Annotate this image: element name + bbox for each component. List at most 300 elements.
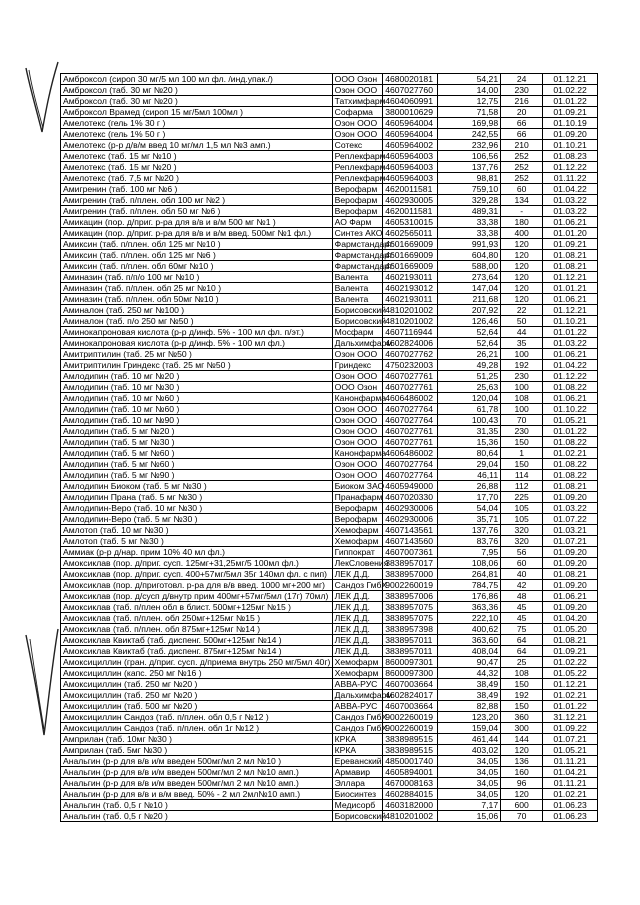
product-name-cell: Амоксиклав (таб. п/плен. обл 875мг+125мг №14 ) xyxy=(61,624,333,635)
table-row xyxy=(61,811,598,822)
product-name-cell: Аммиак (р-р д/нар. прим 10% 40 мл фл.) xyxy=(61,547,333,558)
price-cell: 147,04 xyxy=(437,283,500,294)
price-cell: 52,64 xyxy=(437,327,500,338)
expiry-date-cell: 01.11.21 xyxy=(543,778,598,789)
manufacturer-cell: Канонфарма xyxy=(332,393,383,404)
product-name-cell: Амброксол (таб. 30 мг №20 ) xyxy=(61,85,333,96)
expiry-date-cell: 01.01.22 xyxy=(543,701,598,712)
price-cell: 242,55 xyxy=(437,129,500,140)
product-name-cell: Амигренин (таб. 100 мг №6 ) xyxy=(61,184,333,195)
quantity-cell: 150 xyxy=(501,701,543,712)
product-name-cell: Аминокапроновая кислота (р-р д/инф. 5% - 100 мл фл.) xyxy=(61,338,333,349)
expiry-date-cell: 01.03.22 xyxy=(543,503,598,514)
barcode-cell: 4607003664 xyxy=(383,701,438,712)
expiry-date-cell: 01.09.20 xyxy=(543,492,598,503)
table-row xyxy=(61,294,598,305)
product-name-cell: Аминазин (таб. п/п/о 100 мг №10 ) xyxy=(61,272,333,283)
price-cell: 489,31 xyxy=(437,206,500,217)
product-name-cell: Амброксол (таб. 30 мг №20 ) xyxy=(61,96,333,107)
expiry-date-cell: 01.06.23 xyxy=(543,800,598,811)
quantity-cell: 600 xyxy=(501,800,543,811)
price-cell: 15,06 xyxy=(437,811,500,822)
quantity-cell: 120 xyxy=(501,789,543,800)
manufacturer-cell: Хемофарм xyxy=(332,525,383,536)
product-name-cell: Амигренин (таб. п/плен. обл 50 мг №6 ) xyxy=(61,206,333,217)
price-cell: 51,25 xyxy=(437,371,500,382)
quantity-cell: 114 xyxy=(501,470,543,481)
table-row xyxy=(61,371,598,382)
table-row xyxy=(61,393,598,404)
barcode-cell: 4750232003 xyxy=(383,360,438,371)
barcode-cell: 4607027761 xyxy=(383,371,438,382)
product-name-cell: Анальгин (р-р для в/в и/м введен 500мг/мл 2 мл №10 амп.) xyxy=(61,767,333,778)
quantity-cell: 360 xyxy=(501,712,543,723)
barcode-cell: 4605310015 xyxy=(383,217,438,228)
manufacturer-cell: Сандоз ГмбХ xyxy=(332,723,383,734)
table-row xyxy=(61,591,598,602)
expiry-date-cell: 01.08.23 xyxy=(543,151,598,162)
product-name-cell: Амелотекс (р-р д/в/м введ 10 мг/мл 1,5 мл №3 амп.) xyxy=(61,140,333,151)
table-row xyxy=(61,338,598,349)
table-row xyxy=(61,437,598,448)
manufacturer-cell: Фармстандарт xyxy=(332,250,383,261)
product-name-cell: Амоксиклав (пор. д/сусп д/внутр прим 400мг+57мг/5мл (17г) 70мл) xyxy=(61,591,333,602)
manufacturer-cell: Дальхимфарм xyxy=(332,338,383,349)
barcode-cell: 4607027762 xyxy=(383,349,438,360)
price-cell: 7,95 xyxy=(437,547,500,558)
product-name-cell: Амлодипин (таб. 10 мг №20 ) xyxy=(61,371,333,382)
quantity-cell: 22 xyxy=(501,305,543,316)
manufacturer-cell: Хемофарм xyxy=(332,536,383,547)
expiry-date-cell: 01.03.21 xyxy=(543,525,598,536)
price-cell: 34,05 xyxy=(437,767,500,778)
expiry-date-cell: 01.08.21 xyxy=(543,569,598,580)
price-cell: 26,21 xyxy=(437,349,500,360)
product-name-cell: Амиксин (таб. п/плен. обл 60мг №10 ) xyxy=(61,261,333,272)
product-name-cell: Амиксин (таб. п/плен. обл 125 мг №6 ) xyxy=(61,250,333,261)
table-row xyxy=(61,481,598,492)
barcode-cell: 4810201002 xyxy=(383,316,438,327)
quantity-cell: 40 xyxy=(501,569,543,580)
price-cell: 34,05 xyxy=(437,756,500,767)
manufacturer-cell: Фармстандарт xyxy=(332,239,383,250)
table-row xyxy=(61,624,598,635)
barcode-cell: 9002260019 xyxy=(383,712,438,723)
table-row xyxy=(61,217,598,228)
barcode-cell: 4607027764 xyxy=(383,415,438,426)
barcode-cell: 4602930005 xyxy=(383,195,438,206)
table-row xyxy=(61,701,598,712)
manufacturer-cell: Биоком ЗАО xyxy=(332,481,383,492)
manufacturer-cell: Фармстандарт xyxy=(332,261,383,272)
manufacturer-cell: АВВА-РУС xyxy=(332,679,383,690)
price-cell: 169,98 xyxy=(437,118,500,129)
price-cell: 588,00 xyxy=(437,261,500,272)
manufacturer-cell: Валента xyxy=(332,272,383,283)
manufacturer-cell: Борисовский xyxy=(332,316,383,327)
manufacturer-cell: Борисовский xyxy=(332,305,383,316)
barcode-cell: 4607143560 xyxy=(383,536,438,547)
barcode-cell: 4810201002 xyxy=(383,811,438,822)
quantity-cell: 120 xyxy=(501,283,543,294)
manufacturer-cell: Сандоз ГмбХ xyxy=(332,712,383,723)
manufacturer-cell: Татхимфарм xyxy=(332,96,383,107)
quantity-cell: 75 xyxy=(501,624,543,635)
barcode-cell: 4607027761 xyxy=(383,426,438,437)
product-name-cell: Амелотекс (гель 1% 50 г ) xyxy=(61,129,333,140)
table-row xyxy=(61,459,598,470)
barcode-cell: 4607003664 xyxy=(383,679,438,690)
product-name-cell: Амоксициллин (таб. 250 мг №20 ) xyxy=(61,679,333,690)
manufacturer-cell: ЛЕК Д.Д. xyxy=(332,591,383,602)
table-row xyxy=(61,382,598,393)
expiry-date-cell: 01.10.21 xyxy=(543,140,598,151)
table-row xyxy=(61,558,598,569)
quantity-cell: 180 xyxy=(501,217,543,228)
barcode-cell: 4602824006 xyxy=(383,338,438,349)
barcode-cell: 3800010629 xyxy=(383,107,438,118)
manufacturer-cell: Хемофарм xyxy=(332,657,383,668)
product-name-cell: Амлодипин (таб. 5 мг №20 ) xyxy=(61,426,333,437)
quantity-cell: - xyxy=(501,206,543,217)
expiry-date-cell: 01.06.21 xyxy=(543,294,598,305)
quantity-cell: 105 xyxy=(501,514,543,525)
barcode-cell: 4605894001 xyxy=(383,767,438,778)
quantity-cell: 120 xyxy=(501,261,543,272)
barcode-cell: 4606486002 xyxy=(383,393,438,404)
manufacturer-cell: Медисорб xyxy=(332,800,383,811)
manufacturer-cell: Канонфарма xyxy=(332,448,383,459)
price-cell: 137,76 xyxy=(437,525,500,536)
manufacturer-cell: Озон ООО xyxy=(332,349,383,360)
manufacturer-cell: Дальхимфарм xyxy=(332,690,383,701)
price-cell: 408,04 xyxy=(437,646,500,657)
expiry-date-cell: 01.08.21 xyxy=(543,250,598,261)
expiry-date-cell: 01.04.21 xyxy=(543,767,598,778)
barcode-cell: 4602930006 xyxy=(383,514,438,525)
price-cell: 38,49 xyxy=(437,679,500,690)
expiry-date-cell: 01.02.22 xyxy=(543,657,598,668)
expiry-date-cell: 01.12.21 xyxy=(543,305,598,316)
barcode-cell: 4607020330 xyxy=(383,492,438,503)
product-name-cell: Амоксиклав (таб. п/плен. обл 250мг+125мг №15 ) xyxy=(61,613,333,624)
price-list-body xyxy=(61,74,598,822)
quantity-cell: 120 xyxy=(501,272,543,283)
table-row xyxy=(61,712,598,723)
price-cell: 176,86 xyxy=(437,591,500,602)
product-name-cell: Амлотоп (таб. 5 мг №30 ) xyxy=(61,536,333,547)
price-cell: 363,36 xyxy=(437,602,500,613)
manufacturer-cell: Гиппократ xyxy=(332,547,383,558)
price-cell: 71,58 xyxy=(437,107,500,118)
price-cell: 54,04 xyxy=(437,503,500,514)
manufacturer-cell: Мосфарм xyxy=(332,327,383,338)
manufacturer-cell: Сотекс xyxy=(332,140,383,151)
expiry-date-cell: 01.05.21 xyxy=(543,415,598,426)
price-cell: 403,02 xyxy=(437,745,500,756)
price-cell: 34,05 xyxy=(437,778,500,789)
price-cell: 49,28 xyxy=(437,360,500,371)
barcode-cell: 4620011581 xyxy=(383,184,438,195)
expiry-date-cell: 01.07.21 xyxy=(543,734,598,745)
expiry-date-cell: 01.09.20 xyxy=(543,602,598,613)
product-name-cell: Амлодипин (таб. 5 мг №90 ) xyxy=(61,470,333,481)
table-row xyxy=(61,85,598,96)
barcode-cell: 4604060991 xyxy=(383,96,438,107)
expiry-date-cell: 01.09.20 xyxy=(543,558,598,569)
table-row xyxy=(61,767,598,778)
product-name-cell: Амелотекс (таб. 7,5 мг №20 ) xyxy=(61,173,333,184)
expiry-date-cell: 01.08.22 xyxy=(543,437,598,448)
product-name-cell: Анальгин (р-р для в/в и/м введен 500мг/мл 2 мл №10 ) xyxy=(61,756,333,767)
expiry-date-cell: 01.10.19 xyxy=(543,118,598,129)
table-row xyxy=(61,778,598,789)
price-cell: 100,43 xyxy=(437,415,500,426)
barcode-cell: 9002260019 xyxy=(383,723,438,734)
barcode-cell: 4602193011 xyxy=(383,294,438,305)
manufacturer-cell: Реплекфарм xyxy=(332,162,383,173)
expiry-date-cell: 01.09.22 xyxy=(543,723,598,734)
table-row xyxy=(61,305,598,316)
table-row xyxy=(61,723,598,734)
price-cell: 29,04 xyxy=(437,459,500,470)
quantity-cell: 100 xyxy=(501,349,543,360)
barcode-cell: 4607027761 xyxy=(383,382,438,393)
product-name-cell: Амлодипин Биоком (таб. 5 мг №30 ) xyxy=(61,481,333,492)
barcode-cell: 4850001740 xyxy=(383,756,438,767)
expiry-date-cell: 01.12.22 xyxy=(543,162,598,173)
quantity-cell: 45 xyxy=(501,602,543,613)
product-name-cell: Амприлан (таб. 5мг №30 ) xyxy=(61,745,333,756)
manufacturer-cell: КРКА xyxy=(332,734,383,745)
table-row xyxy=(61,448,598,459)
manufacturer-cell: ЛЕК Д.Д. xyxy=(332,635,383,646)
product-name-cell: Анальгин (р-р для в/в и/м введен 500мг/мл 2 мл №10 амп.) xyxy=(61,778,333,789)
price-cell: 14,00 xyxy=(437,85,500,96)
table-row xyxy=(61,415,598,426)
expiry-date-cell: 01.09.21 xyxy=(543,646,598,657)
price-cell: 31,35 xyxy=(437,426,500,437)
manufacturer-cell: Озон ООО xyxy=(332,404,383,415)
expiry-date-cell: 01.09.21 xyxy=(543,239,598,250)
price-cell: 461,44 xyxy=(437,734,500,745)
manufacturer-cell: ООО Озон xyxy=(332,382,383,393)
quantity-cell: 216 xyxy=(501,96,543,107)
table-row xyxy=(61,580,598,591)
handwritten-check-mark-top xyxy=(22,60,62,140)
product-name-cell: Амоксициллин (гран. д/приг. сусп. д/приема внутрь 250 мг/5мл 40г) xyxy=(61,657,333,668)
expiry-date-cell: 01.08.21 xyxy=(543,481,598,492)
barcode-cell: 3838957011 xyxy=(383,635,438,646)
product-name-cell: Амлодипин-Веро (таб. 10 мг №30 ) xyxy=(61,503,333,514)
table-row xyxy=(61,734,598,745)
expiry-date-cell: 01.12.21 xyxy=(543,74,598,85)
price-cell: 137,76 xyxy=(437,162,500,173)
price-cell: 264,81 xyxy=(437,569,500,580)
table-row xyxy=(61,503,598,514)
product-name-cell: Аминокапроновая кислота (р-р д/инф. 5% - 100 мл фл. п/эт.) xyxy=(61,327,333,338)
expiry-date-cell: 01.10.21 xyxy=(543,316,598,327)
handwritten-check-mark-bottom xyxy=(22,625,62,745)
quantity-cell: 56 xyxy=(501,547,543,558)
table-row xyxy=(61,426,598,437)
manufacturer-cell: Верофарм xyxy=(332,503,383,514)
expiry-date-cell: 01.04.20 xyxy=(543,613,598,624)
manufacturer-cell: Верофарм xyxy=(332,206,383,217)
price-cell: 400,62 xyxy=(437,624,500,635)
quantity-cell: 108 xyxy=(501,668,543,679)
price-cell: 26,88 xyxy=(437,481,500,492)
barcode-cell: 4602193012 xyxy=(383,283,438,294)
quantity-cell: 300 xyxy=(501,723,543,734)
manufacturer-cell: Озон ООО xyxy=(332,129,383,140)
barcode-cell: 4603182000 xyxy=(383,800,438,811)
expiry-date-cell: 01.06.21 xyxy=(543,349,598,360)
price-cell: 61,78 xyxy=(437,404,500,415)
barcode-cell: 3838957011 xyxy=(383,646,438,657)
barcode-cell: 4607027764 xyxy=(383,404,438,415)
product-name-cell: Аминазин (таб. п/плен. обл 25 мг №10 ) xyxy=(61,283,333,294)
table-row xyxy=(61,569,598,580)
expiry-date-cell: 01.01.21 xyxy=(543,283,598,294)
table-row xyxy=(61,349,598,360)
price-cell: 38,49 xyxy=(437,690,500,701)
quantity-cell: 35 xyxy=(501,338,543,349)
quantity-cell: 96 xyxy=(501,778,543,789)
table-row xyxy=(61,140,598,151)
product-name-cell: Амоксиклав (пор. д/приг. сусп. 400+57мг/5мл 35г 140мл фл. с пип) xyxy=(61,569,333,580)
product-name-cell: Амелотекс (таб. 15 мг №10 ) xyxy=(61,151,333,162)
table-row xyxy=(61,239,598,250)
expiry-date-cell: 01.02.21 xyxy=(543,789,598,800)
quantity-cell: 150 xyxy=(501,679,543,690)
price-cell: 44,32 xyxy=(437,668,500,679)
price-cell: 604,80 xyxy=(437,250,500,261)
product-name-cell: Аминалон (таб. п/о 250 мг №50 ) xyxy=(61,316,333,327)
barcode-cell: 3838957000 xyxy=(383,569,438,580)
table-row xyxy=(61,789,598,800)
expiry-date-cell: 01.03.22 xyxy=(543,195,598,206)
expiry-date-cell: 01.09.20 xyxy=(543,547,598,558)
price-cell: 120,04 xyxy=(437,393,500,404)
manufacturer-cell: Пранафарм xyxy=(332,492,383,503)
table-row xyxy=(61,206,598,217)
quantity-cell: 252 xyxy=(501,151,543,162)
quantity-cell: 112 xyxy=(501,481,543,492)
price-cell: 90,47 xyxy=(437,657,500,668)
manufacturer-cell: Озон ООО xyxy=(332,371,383,382)
price-cell: 17,70 xyxy=(437,492,500,503)
barcode-cell: 4605964003 xyxy=(383,151,438,162)
table-row xyxy=(61,547,598,558)
table-row xyxy=(61,228,598,239)
expiry-date-cell: 01.06.21 xyxy=(543,393,598,404)
table-row xyxy=(61,184,598,195)
price-cell: 106,56 xyxy=(437,151,500,162)
quantity-cell: 48 xyxy=(501,591,543,602)
product-name-cell: Амлодипин (таб. 10 мг №30 ) xyxy=(61,382,333,393)
table-row xyxy=(61,525,598,536)
price-cell: 211,68 xyxy=(437,294,500,305)
barcode-cell: 4680020181 xyxy=(383,74,438,85)
product-name-cell: Амоксициллин Сандоз (таб. п/плен. обл 1г №12 ) xyxy=(61,723,333,734)
table-row xyxy=(61,272,598,283)
quantity-cell: 252 xyxy=(501,173,543,184)
barcode-cell: 4602565011 xyxy=(383,228,438,239)
quantity-cell: 66 xyxy=(501,129,543,140)
price-list-table xyxy=(60,73,598,822)
quantity-cell: 60 xyxy=(501,184,543,195)
price-cell: 991,93 xyxy=(437,239,500,250)
expiry-date-cell: 01.09.21 xyxy=(543,107,598,118)
quantity-cell: 160 xyxy=(501,767,543,778)
table-row xyxy=(61,668,598,679)
manufacturer-cell: Верофарм xyxy=(332,195,383,206)
table-row xyxy=(61,250,598,261)
table-row xyxy=(61,96,598,107)
manufacturer-cell: Эллара xyxy=(332,778,383,789)
price-cell: 33,38 xyxy=(437,228,500,239)
product-name-cell: Амелотекс (таб. 15 мг №20 ) xyxy=(61,162,333,173)
table-row xyxy=(61,327,598,338)
price-cell: 54,21 xyxy=(437,74,500,85)
table-row xyxy=(61,492,598,503)
table-row xyxy=(61,151,598,162)
manufacturer-cell: Озон ООО xyxy=(332,415,383,426)
table-row xyxy=(61,602,598,613)
price-cell: 35,71 xyxy=(437,514,500,525)
expiry-date-cell: 01.08.22 xyxy=(543,459,598,470)
price-cell: 784,75 xyxy=(437,580,500,591)
price-cell: 12,75 xyxy=(437,96,500,107)
product-name-cell: Амоксиклав Квиктаб (таб. диспенг. 500мг+125мг №14 ) xyxy=(61,635,333,646)
table-row xyxy=(61,657,598,668)
price-cell: 82,88 xyxy=(437,701,500,712)
quantity-cell: 100 xyxy=(501,382,543,393)
manufacturer-cell: Озон ООО xyxy=(332,426,383,437)
product-name-cell: Амоксиклав Квиктаб (таб. диспенг. 875мг+125мг №14 ) xyxy=(61,646,333,657)
price-cell: 34,05 xyxy=(437,789,500,800)
barcode-cell: 4601669009 xyxy=(383,250,438,261)
price-cell: 273,64 xyxy=(437,272,500,283)
manufacturer-cell: АВВА-РУС xyxy=(332,701,383,712)
quantity-cell: 230 xyxy=(501,426,543,437)
expiry-date-cell: 01.08.21 xyxy=(543,635,598,646)
price-cell: 98,81 xyxy=(437,173,500,184)
table-row xyxy=(61,129,598,140)
quantity-cell: 64 xyxy=(501,646,543,657)
expiry-date-cell: 01.04.22 xyxy=(543,360,598,371)
product-name-cell: Амброксол (сироп 30 мг/5 мл 100 мл фл. /инд.упак./) xyxy=(61,74,333,85)
product-name-cell: Амоксициллин (капс. 250 мг №16 ) xyxy=(61,668,333,679)
product-name-cell: Амитриптилин Гриндекс (таб. 25 мг №50 ) xyxy=(61,360,333,371)
barcode-cell: 4605964003 xyxy=(383,162,438,173)
expiry-date-cell: 01.09.20 xyxy=(543,129,598,140)
barcode-cell: 4605964003 xyxy=(383,173,438,184)
quantity-cell: 192 xyxy=(501,360,543,371)
table-row xyxy=(61,404,598,415)
barcode-cell: 4605964002 xyxy=(383,140,438,151)
product-name-cell: Амлодипин (таб. 5 мг №30 ) xyxy=(61,437,333,448)
manufacturer-cell: Софарма xyxy=(332,107,383,118)
expiry-date-cell: 01.05.20 xyxy=(543,624,598,635)
manufacturer-cell: АО Фарм xyxy=(332,217,383,228)
quantity-cell: 136 xyxy=(501,756,543,767)
product-name-cell: Амлодипин (таб. 10 мг №90 ) xyxy=(61,415,333,426)
barcode-cell: 4607116944 xyxy=(383,327,438,338)
quantity-cell: 50 xyxy=(501,316,543,327)
expiry-date-cell: 01.11.21 xyxy=(543,756,598,767)
